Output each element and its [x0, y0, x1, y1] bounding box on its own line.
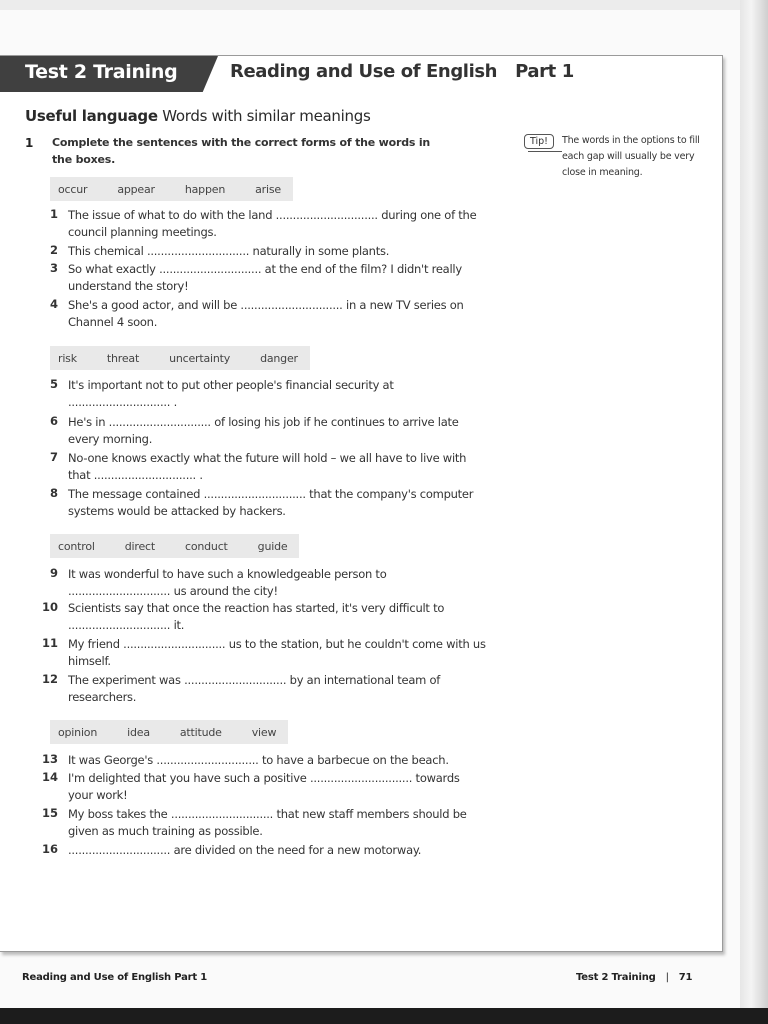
question-number: 15 — [41, 806, 58, 820]
word-option: threat — [106, 351, 140, 365]
question-number: 9 — [49, 566, 58, 580]
question-text: It's important not to put other people's financial security at .............................. . — [68, 378, 394, 409]
exercise-number: 1 — [25, 136, 34, 150]
word-option: guide — [257, 539, 288, 553]
question-number: 2 — [49, 243, 58, 257]
question-number: 4 — [49, 297, 58, 311]
question-number: 1 — [49, 207, 58, 221]
word-box — [50, 177, 293, 201]
word-option: idea — [127, 725, 150, 739]
word-option: risk — [58, 351, 77, 365]
word-option: uncertainty — [169, 351, 231, 365]
question-number: 14 — [41, 770, 58, 784]
question-number: 8 — [49, 486, 58, 500]
question-number: 5 — [49, 377, 58, 391]
word-option: appear — [117, 182, 155, 196]
question-text: My friend .............................. us to the station, but he couldn't come with us himself. — [68, 637, 486, 668]
question-text: The message contained .............................. that the company's computer systems would be attacked by hackers. — [68, 487, 474, 518]
question-text: He's in .............................. of losing his job if he continues to arrive late every morning. — [68, 415, 459, 446]
section-label: Useful language — [25, 107, 158, 125]
page-number: 71 — [678, 972, 693, 983]
page-edge — [740, 0, 768, 1024]
word-option: opinion — [58, 725, 98, 739]
question-number: 13 — [41, 752, 58, 766]
page-title — [230, 61, 574, 82]
word-option: control — [58, 539, 95, 553]
question-number: 10 — [41, 600, 58, 614]
footer-test-label: Test 2 Training — [576, 972, 656, 983]
question-text: No-one knows exactly what the future will hold – we all have to live with that .............................. . — [68, 451, 467, 482]
question-number: 12 — [41, 672, 58, 686]
page-title-part: Part 1 — [515, 61, 574, 82]
word-box — [50, 720, 288, 744]
exercise-instruction: Complete the sentences with the correct forms of the words in the boxes. — [52, 136, 431, 166]
footer-page-info — [576, 972, 692, 983]
tip-text: The words in the options to fill each gap will usually be very close in meaning. — [562, 135, 700, 178]
word-option: conduct — [184, 539, 228, 553]
question-text: I'm delighted that you have such a positive .............................. towards your work! — [68, 771, 460, 802]
word-option: direct — [124, 539, 155, 553]
word-option: danger — [260, 351, 298, 365]
question-number: 11 — [41, 636, 58, 650]
tip-badge: Tip! — [524, 134, 554, 149]
footer-separator: | — [665, 972, 669, 983]
question-number: 7 — [49, 450, 58, 464]
question-text: The issue of what to do with the land .............................. during one of the council planning meetings. — [68, 208, 477, 239]
question-text: The experiment was .............................. by an international team of researchers. — [68, 673, 441, 704]
section-heading — [25, 107, 370, 125]
scan-top-margin — [0, 0, 768, 10]
content-panel — [0, 55, 723, 952]
tip-divider — [528, 151, 562, 152]
banner-title: Test 2 Training — [25, 61, 178, 83]
word-box — [50, 346, 310, 370]
question-text: It was George's .............................. to have a barbecue on the beach. — [68, 753, 449, 767]
question-text: This chemical .............................. naturally in some plants. — [68, 244, 390, 258]
question-text: My boss takes the .............................. that new staff members should be given as much training as possible. — [68, 807, 467, 838]
question-text: Scientists say that once the reaction has started, it's very difficult to .............................. it. — [68, 601, 445, 632]
question-number: 16 — [41, 842, 58, 856]
footer-section-name: Reading and Use of English Part 1 — [22, 972, 207, 983]
section-title: Words with similar meanings — [162, 107, 371, 125]
word-box — [50, 534, 299, 558]
question-text: It was wonderful to have such a knowledgeable person to .............................. us around the city! — [68, 567, 387, 598]
question-text: So what exactly .............................. at the end of the film? I didn't really understand the story! — [68, 262, 462, 293]
question-text: .............................. are divided on the need for a new motorway. — [68, 843, 422, 857]
word-option: occur — [58, 182, 88, 196]
word-option: arise — [255, 182, 281, 196]
word-option: view — [251, 725, 277, 739]
question-text: She's a good actor, and will be .............................. in a new TV series on Channel 4 soon. — [68, 298, 464, 329]
scan-bottom-edge — [0, 1008, 768, 1024]
page-title-text: Reading and Use of English — [230, 61, 498, 82]
question-number: 3 — [49, 261, 58, 275]
word-option: happen — [184, 182, 226, 196]
question-number: 6 — [49, 414, 58, 428]
word-option: attitude — [179, 725, 222, 739]
